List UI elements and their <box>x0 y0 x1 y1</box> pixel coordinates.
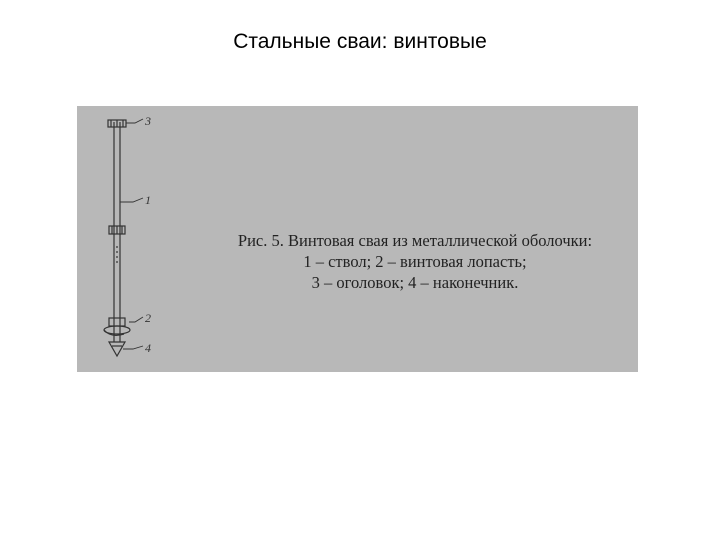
callout-shaft-number: 1 <box>145 193 151 207</box>
pile-cap <box>108 120 126 127</box>
caption-line-parts-2: 3 – оголовок; 4 – наконечник. <box>311 273 519 292</box>
caption-line-parts-1: 1 – ствол; 2 – винтовая лопасть; <box>303 252 527 271</box>
callout-tip-number: 4 <box>145 341 151 355</box>
pile-figure <box>77 106 638 372</box>
callout-cap-number: 3 <box>145 114 151 128</box>
callout-blade-number: 2 <box>145 311 151 325</box>
slide-title: Стальные сваи: винтовые <box>233 30 487 53</box>
pile-tip <box>109 342 125 356</box>
pile-joint <box>109 226 125 234</box>
caption-line-title: Рис. 5. Винтовая свая из металлической оболочки: <box>237 231 593 250</box>
screw-blade <box>104 318 130 335</box>
figure-caption <box>205 230 625 293</box>
